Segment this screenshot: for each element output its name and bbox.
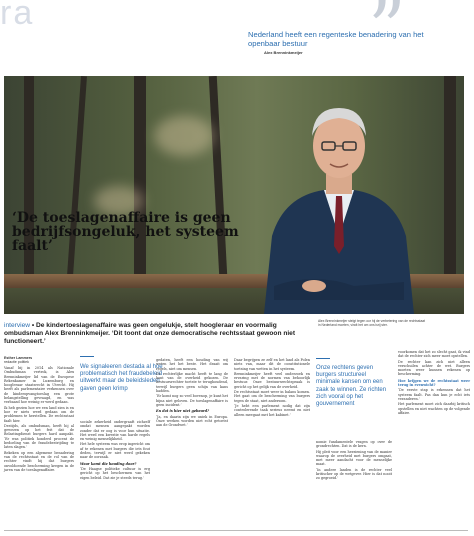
section-tag: interview	[4, 322, 31, 329]
interview-question: En dat is hier niet gebeurd?	[156, 409, 210, 414]
text-column-5	[316, 440, 392, 482]
page-bottom-rule	[4, 530, 468, 531]
pull-quote-rule	[80, 356, 94, 357]
author-role: redactie politiek	[4, 360, 29, 365]
article-headline: ‘De toeslagenaffaire is geen bedrijfsongeluk, het systeem faalt’	[12, 210, 239, 254]
pull-quote-right: Onze rechtens geven burgers structureel minimale kansen om een zaak te winnen. Ze richten zich vooral op het gouvernement	[316, 365, 387, 408]
paragraph: Destijds, als ombudsman, heeft hij al gewezen op het feit dat de Belastingdienst burgers hard aanpakt. ‘Er was politiek honderd procent de bedoeling van de fraudebestrijding te laten slagen.’	[4, 423, 74, 450]
man-figure	[254, 86, 424, 314]
paragraph: De rechterlijke macht heeft te lang de kant van de overheid gekozen. De bestuursrechter toetste te terughoudend, terwijl burgers geen schijn van kans hadden.	[156, 371, 228, 394]
interview-question: Waar komt die houding door?	[80, 461, 137, 466]
top-pull-quote: Nederland heeft een regenteske benadering van het openbaar bestuur	[248, 30, 424, 48]
paragraph: De rechter kan zich niet alleen verschuilen achter de wet. Burgers moeten weer kunnen rekenen op bescherming.	[398, 359, 470, 377]
paragraph: sociale zekerheid ondergraaft zichzelf omdat mensen aangepakt worden zonder dat er oog is voor hun situatie. Het werd een kwestie van harde regels en weinig menselijkheid.	[80, 420, 150, 442]
article-lead	[4, 322, 304, 346]
author-name: Esther Lammers	[4, 356, 33, 360]
paragraph: Ik heb gezien hoe we een land zien is en hoe er niets werd gedaan om de problemen te herstellen. De rechtsstaat faalt hier.	[4, 405, 74, 423]
paragraph: Daar begrijpen ze zelf en het land als Polen niets van, maar dit de constitutionele toetsing van wetten in het systeem.	[234, 358, 310, 371]
interview-question: Hoe krijgen we de rechtsstaat weer terug in evenwicht?	[398, 378, 470, 388]
lead-text: • De kindertoeslagenaffaire was geen ongelukje, stelt hoogleraar en voormalig ombudsman Alex Brenninkmeijer. ‘Dit toont dat onze democratische rechtsstaat gewoon niet functioneert.’	[4, 322, 296, 345]
paragraph: ‘In andere landen is de rechter veel kritischer op de wetgever. Hier is dat nooit zo gegroeid.’	[316, 467, 392, 481]
paragraph: Bekeken op een algemene benadering van de rechtsstaat en de rol van de rechter vindt hij dat burgers onvoldoende bescherming kregen in de jaren van de toeslagenaffaire.	[4, 450, 74, 472]
photo-caption: Alex Brenninkmeijer stelgt tegen oor hij de verbetering van de rechtsstaat in Nederland moeten, vindt het om ons bzij ster.	[318, 319, 426, 328]
byline	[4, 356, 32, 365]
paragraph: Vanaf bij in 2014 als Nationale Ombudsman vertrok, is Alex Brenninkmeijer lid van de Europese Rekenkamer in Luxemburg en hoogleraar staatsrecht in Utrecht. Hij heeft als parlementaire verkennen over de kinderopvangtoeslag een grote belangstelling gevraagd, en was verbaasd hoe weinig er werd gedaan.	[4, 366, 74, 405]
paragraph: Het parlement moet zich daarbij kritisch opstellen en niet wachten op de volgende affaire.	[398, 402, 470, 415]
paragraph: De rechtsstaat moet weer in balans komen. Het gaat om de bescherming van burgers tegen de staat, niet andersom.	[234, 390, 310, 403]
paragraph: ‘De eerste stap is erkennen dat het systeem faalt. Pas dan kun je echt iets veranderen.’	[398, 388, 470, 401]
paragraph: nomie fundamentele vragen op over de grondrechten. Dat is de kern.	[316, 440, 392, 449]
paragraph: Hij pleit voor een herziening van de manier waarop de overheid met burgers omgaat, met meer aandacht voor de menselijke maat.	[316, 449, 392, 467]
quote-mark-icon: ”	[368, 0, 406, 72]
paragraph: ‘Ja, en daarin zijn we uniek in Europa. Onze werken worden niet echt getoetst aan de Grondwet.’	[156, 414, 228, 428]
pull-quote-middle: We signaleeren destada al hoe problematisch het fraudebeleid uitwerkt maar de beleidsleden gaven geen krimp	[80, 364, 163, 392]
paragraph: Het hele systeem was erop ingericht om af te rekenen met burgers die iets fout deden, terwijl er niet werd gekeken naar de oorzaak.	[80, 442, 150, 460]
paragraph: ‘De Haagse politieke cultuur is erg gericht op het beschermen van het eigen beleid. Dat zie je steeds terug.’	[80, 466, 150, 480]
paragraph: Brenninkmeijer heeft veel onderzoek en ervaring met de normen van behoorlijk bestuur. Onze bestuursrechtspraak is gericht op het gelijk van de overheid.	[234, 371, 310, 389]
top-pull-quote-author: Alex Brenninkmeijer	[264, 50, 303, 55]
text-column-3	[156, 358, 228, 428]
text-column-2	[80, 420, 150, 481]
pull-quote-rule	[316, 358, 330, 359]
text-column-1	[4, 366, 74, 473]
paragraph: gedaten, heeft een houding van wij weten het het beste. Het draait om regels, niet om mensen.	[156, 358, 228, 371]
text-column-6	[398, 350, 470, 416]
decorative-letters: ra	[0, 0, 35, 32]
portrait-photo	[4, 76, 464, 314]
paragraph: ‘Je hebt een parlement nodig dat zijn controlerende taak serieus neemt en niet alleen meegaat met het kabinet.’	[234, 403, 310, 417]
paragraph: ‘Er komt nog zo veel bovenop, je kunt het bijna niet geloven. De toeslagenaffaire is geen incident.’	[156, 394, 228, 407]
paragraph: voorkomen dat het zo slecht gaat, ik vind dat de rechter zich meer moet opstellen.	[398, 350, 470, 359]
text-column-4	[234, 358, 310, 418]
